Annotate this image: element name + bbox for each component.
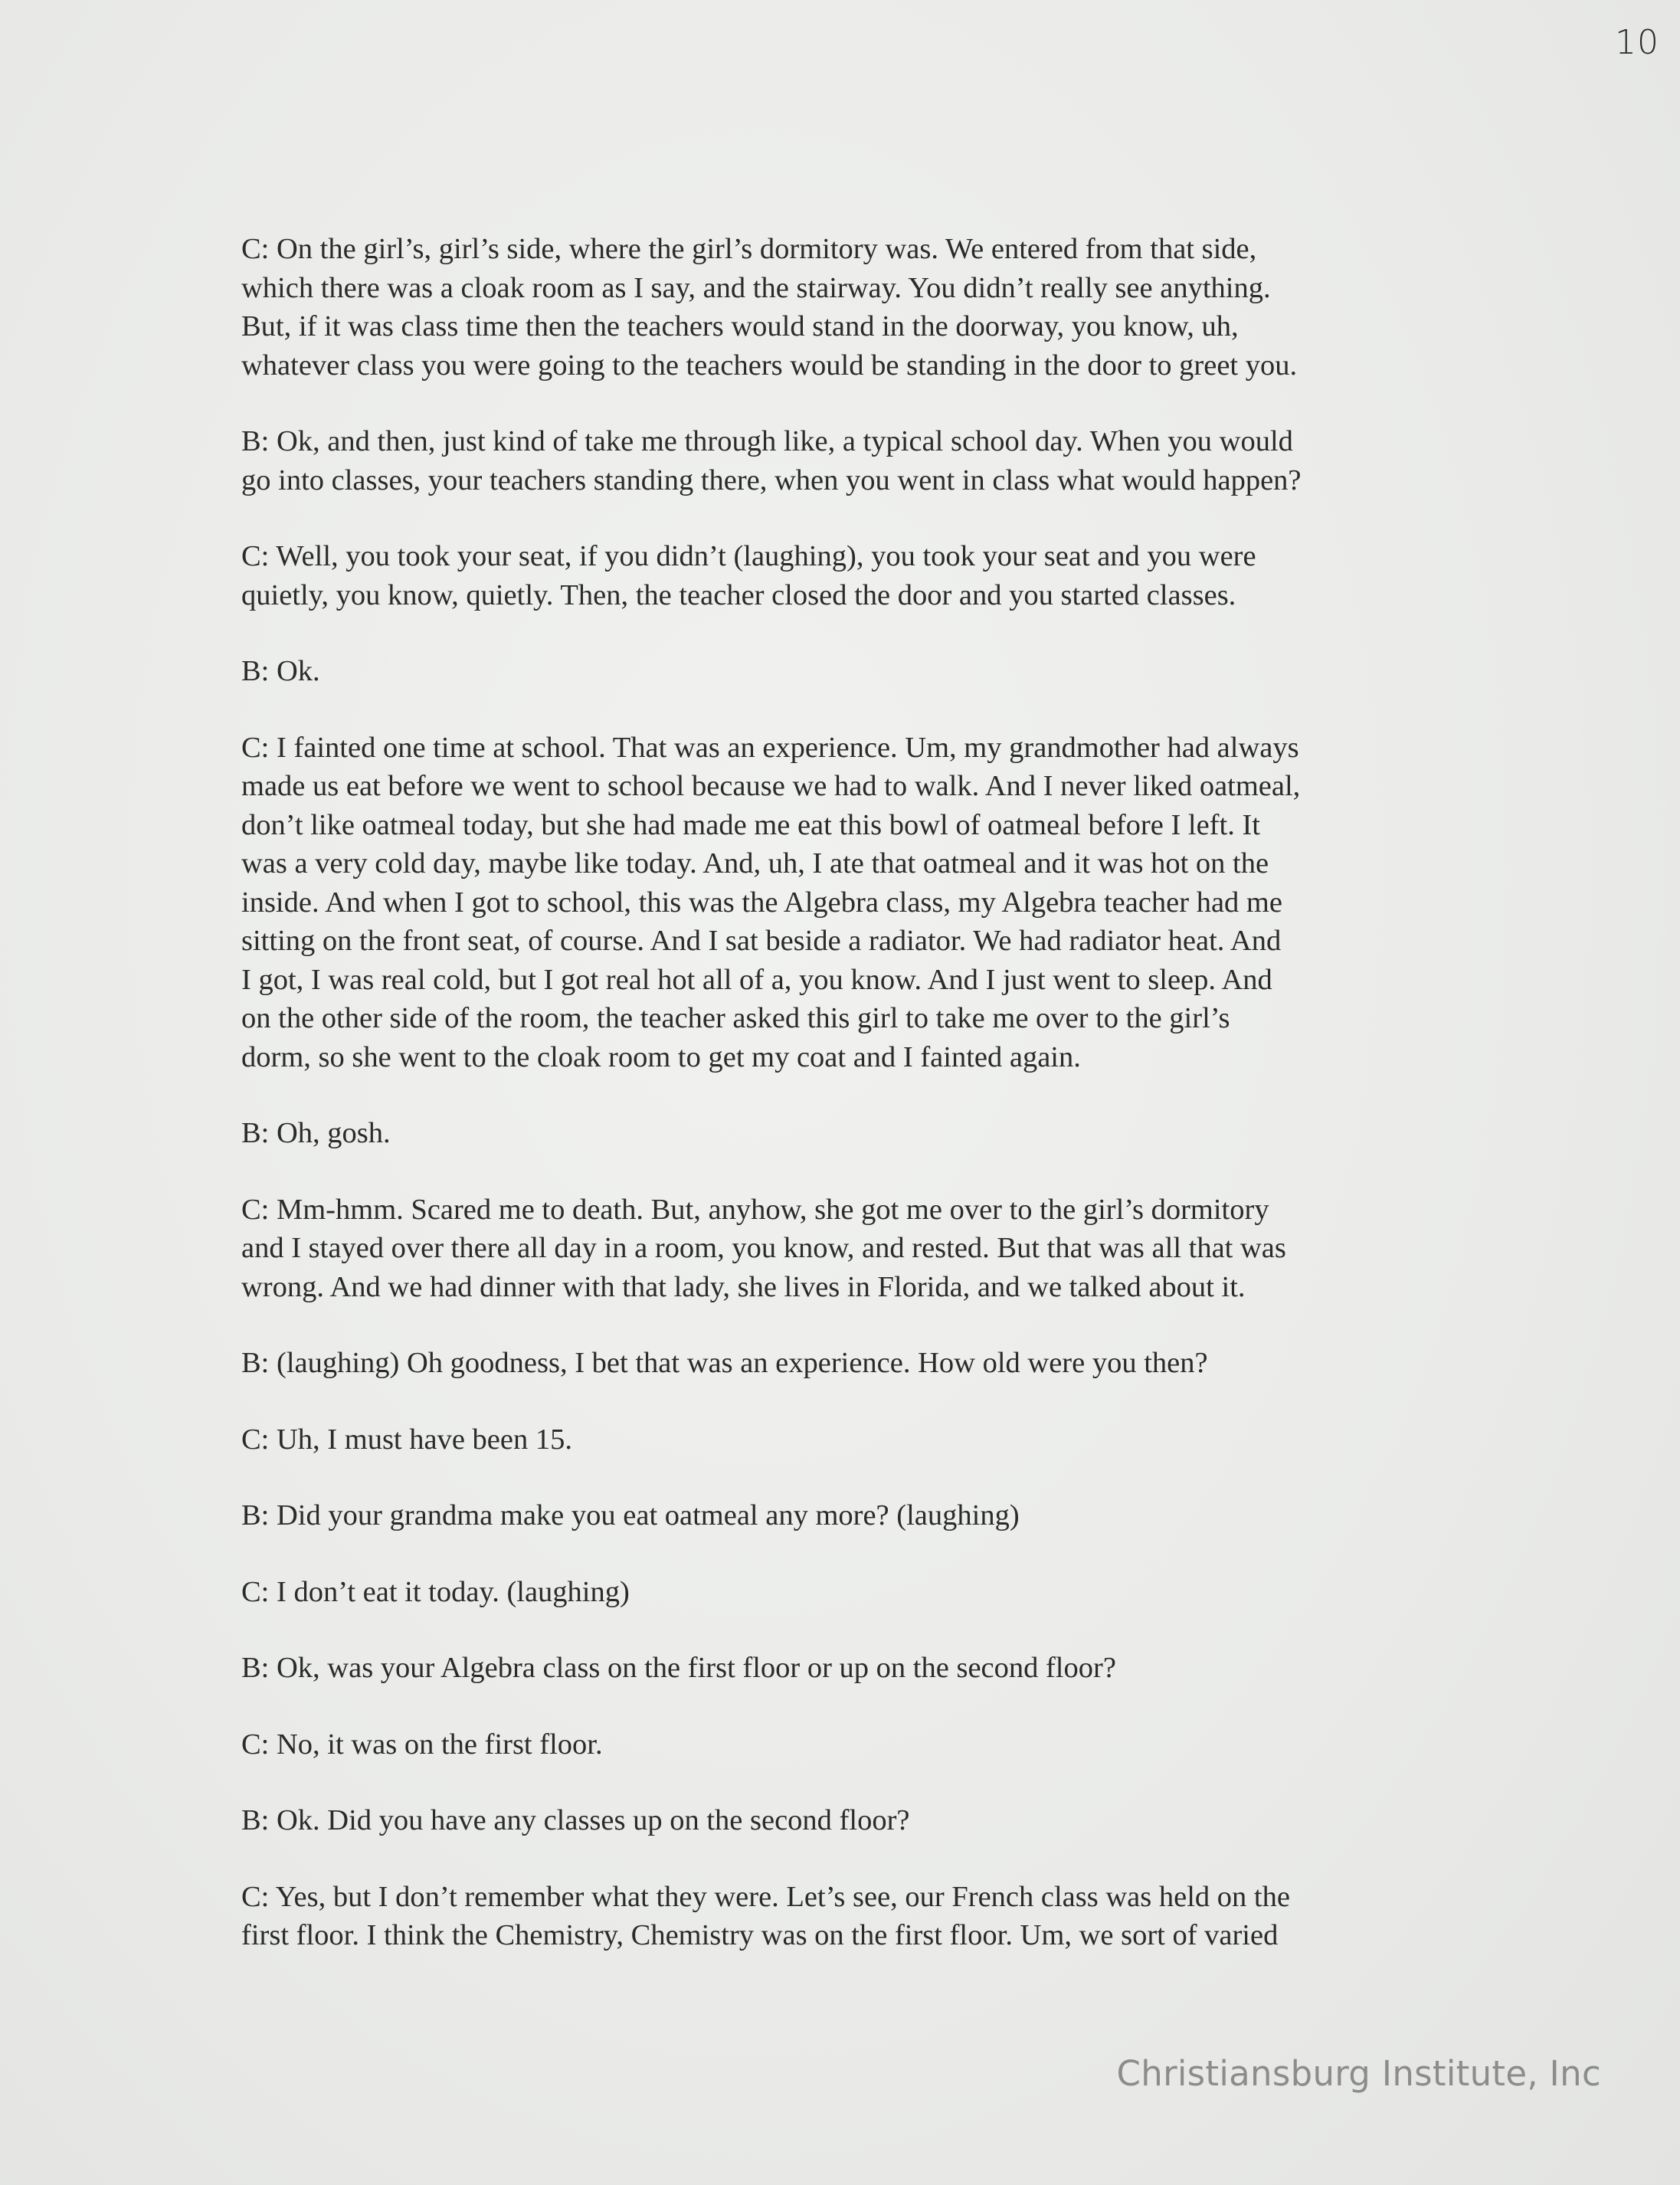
transcript-paragraph: B: Ok. (241, 655, 320, 687)
transcript-paragraph: B: Ok, was your Algebra class on the first floor or up on the second floor? (241, 1652, 1116, 1684)
transcript-paragraph: C: I fainted one time at school. That was an experience. Um, my grandmother had always made us eat before we went to school because we had to walk. And I never liked oatmeal, don’t like oatmeal today, but she had made me eat this bowl of oatmeal before I left. It was a very cold day, maybe like today. And, uh, I ate that oatmeal and it was hot on the inside. And when I got to school, this was the Algebra class, my Algebra teacher had me sitting on the front seat, of course. And I sat beside a radiator. We had radiator heat. And I got, I was real cold, but I got real hot all of a, you know. And I just went to sleep. And on the other side of the room, the teacher asked this girl to take me over to the girl’s dorm, so she went to the cloak room to get my coat and I fainted again. (241, 731, 1301, 1073)
transcript-paragraph: B: Ok. Did you have any classes up on the second floor? (241, 1804, 910, 1836)
transcript-paragraph: C: Well, you took your seat, if you didn’t (laughing), you took your seat and you were quietly, you know, quietly. Then, the teacher closed the door and you started classes. (241, 540, 1256, 611)
transcript-paragraph: C: Uh, I must have been 15. (241, 1423, 572, 1456)
transcript-paragraph: C: On the girl’s, girl’s side, where the girl’s dormitory was. We entered from that side, which there was a cloak room as I say, and the stairway. You didn’t really see anything. But, if it was class time then the teachers would stand in the doorway, you know, uh, whatever class you were going to the teachers would be standing in the door to greet you. (241, 233, 1298, 382)
watermark: Christiansburg Institute, Inc (1116, 2053, 1601, 2094)
transcript-paragraph: B: Ok, and then, just kind of take me through like, a typical school day. When you would go into classes, your teachers standing there, when you went in class what would happen? (241, 425, 1302, 496)
transcript-paragraph: B: (laughing) Oh goodness, I bet that was an experience. How old were you then? (241, 1347, 1208, 1379)
transcript-paragraph: C: Yes, but I don’t remember what they were. Let’s see, our French class was held on the first floor. I think the Chemistry, Chemistry was on the first floor. Um, we sort of varied (241, 1880, 1290, 1951)
transcript-body (241, 230, 1513, 1993)
transcript-paragraph: C: No, it was on the first floor. (241, 1728, 603, 1761)
page-number: 10 (1615, 23, 1659, 62)
transcript-paragraph: C: Mm-hmm. Scared me to death. But, anyhow, she got me over to the girl’s dormitory and I stayed over there all day in a room, you know, and rested. But that was all that was wrong. And we had dinner with that lady, she lives in Florida, and we talked about it. (241, 1193, 1286, 1303)
transcript-paragraph: C: I don’t eat it today. (laughing) (241, 1575, 630, 1608)
transcript-paragraph: B: Oh, gosh. (241, 1117, 391, 1149)
transcript-paragraph: B: Did your grandma make you eat oatmeal any more? (laughing) (241, 1499, 1020, 1531)
